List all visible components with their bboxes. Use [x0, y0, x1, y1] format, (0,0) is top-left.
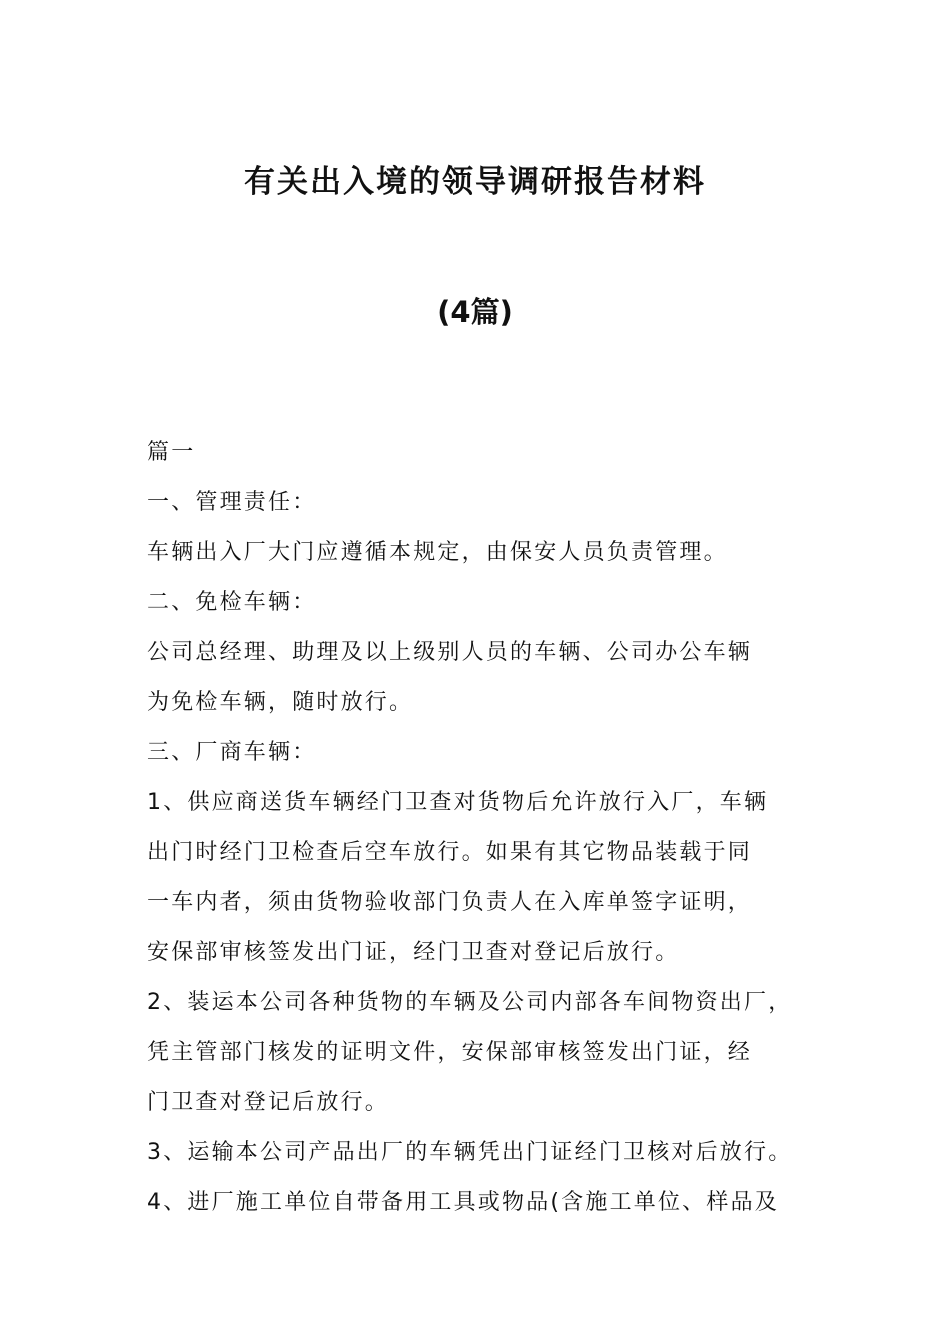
- paragraph-line: 门卫查对登记后放行。: [147, 1090, 390, 1115]
- paragraph-line: 出门时经门卫检查后空车放行。如果有其它物品装载于同: [147, 840, 753, 865]
- paragraph-line: 安保部审核签发出门证，经门卫查对登记后放行。: [147, 940, 680, 965]
- clause-heading-vendor: 三、厂商车辆：: [147, 740, 317, 765]
- paragraph-line: 公司总经理、助理及以上级别人员的车辆、公司办公车辆: [147, 640, 753, 665]
- section-heading-1: 篇一: [147, 440, 196, 465]
- paragraph-line: 1、供应商送货车辆经门卫查对货物后允许放行入厂，车辆: [147, 790, 769, 815]
- document-title: 有关出入境的领导调研报告材料: [244, 164, 706, 200]
- paragraph-line: 为免检车辆，随时放行。: [147, 690, 414, 715]
- paragraph-line: 一车内者，须由货物验收部门负责人在入库单签字证明，: [147, 890, 753, 915]
- clause-heading-management: 一、管理责任：: [147, 490, 317, 515]
- paragraph-line: 凭主管部门核发的证明文件，安保部审核签发出门证，经: [147, 1040, 753, 1065]
- document-body: [147, 428, 827, 1228]
- paragraph-line: 车辆出入厂大门应遵循本规定，由保安人员负责管理。: [147, 540, 728, 565]
- clause-heading-exempt: 二、免检车辆：: [147, 590, 317, 615]
- document-subtitle: (4篇): [437, 295, 513, 329]
- paragraph-line: 3、运输本公司产品出厂的车辆凭出门证经门卫核对后放行。: [147, 1140, 793, 1165]
- paragraph-line: 2、装运本公司各种货物的车辆及公司内部各车间物资出厂，: [147, 990, 793, 1015]
- paragraph-line: 4、进厂施工单位自带备用工具或物品(含施工单位、样品及: [147, 1190, 779, 1215]
